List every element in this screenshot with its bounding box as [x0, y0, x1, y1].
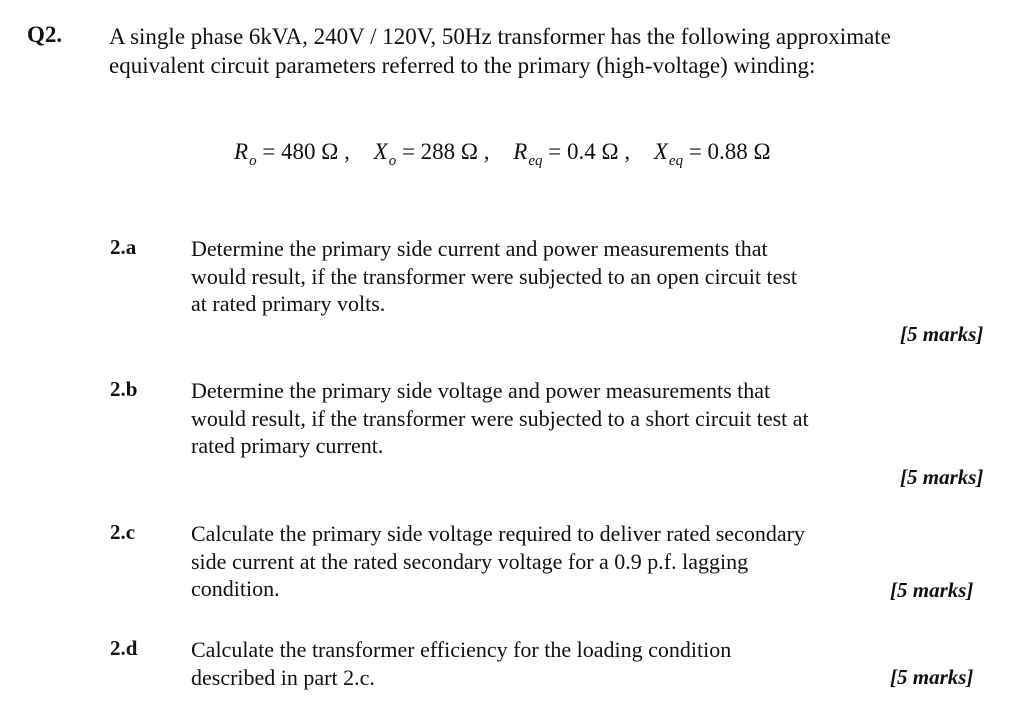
question-intro [109, 22, 891, 80]
part-label-2a: 2.a [110, 235, 137, 259]
param-req: $R_{eq} = 0.4$ Ω , [513, 139, 631, 169]
marks-2b: [5 marks] [900, 465, 984, 489]
part-label-2c: 2.c [110, 520, 136, 544]
part-text-2d: Calculate the transformer efficiency for the loading condition described in part 2.c. [191, 637, 732, 690]
part-label-2b: 2.b [110, 377, 138, 401]
part-text-2b: Determine the primary side voltage and power measurements that would result, if the transformer were subjected to a short circuit test at rated primary current. [191, 378, 809, 458]
equivalent-circuit-parameters [234, 139, 771, 169]
param-xo: $X_o = 288$ Ω , [373, 139, 490, 169]
part-text-2c: Calculate the primary side voltage required to deliver rated secondary side current at the rated secondary voltage for a 0.9 p.f. lagging condition. [191, 521, 805, 601]
part-label-2d: 2.d [110, 636, 138, 660]
marks-2c: [5 marks] [890, 578, 974, 602]
param-ro: $R_o = 480$ Ω , [234, 139, 350, 169]
param-xeq: $X_{eq} = 0.88$ Ω [653, 139, 771, 169]
part-text-2a: Determine the primary side current and power measurements that would result, if the transformer were subjected to an open circuit test at rated primary volts. [191, 236, 798, 316]
marks-2a: [5 marks] [900, 322, 984, 346]
intro-line: A single phase 6kVA, 240V / 120V, 50Hz transformer has the following approximate [109, 24, 891, 49]
intro-line: equivalent circuit parameters referred to the primary (high-voltage) winding: [109, 53, 816, 78]
question-number: Q2. [27, 22, 63, 47]
marks-2d: [5 marks] [890, 665, 974, 689]
